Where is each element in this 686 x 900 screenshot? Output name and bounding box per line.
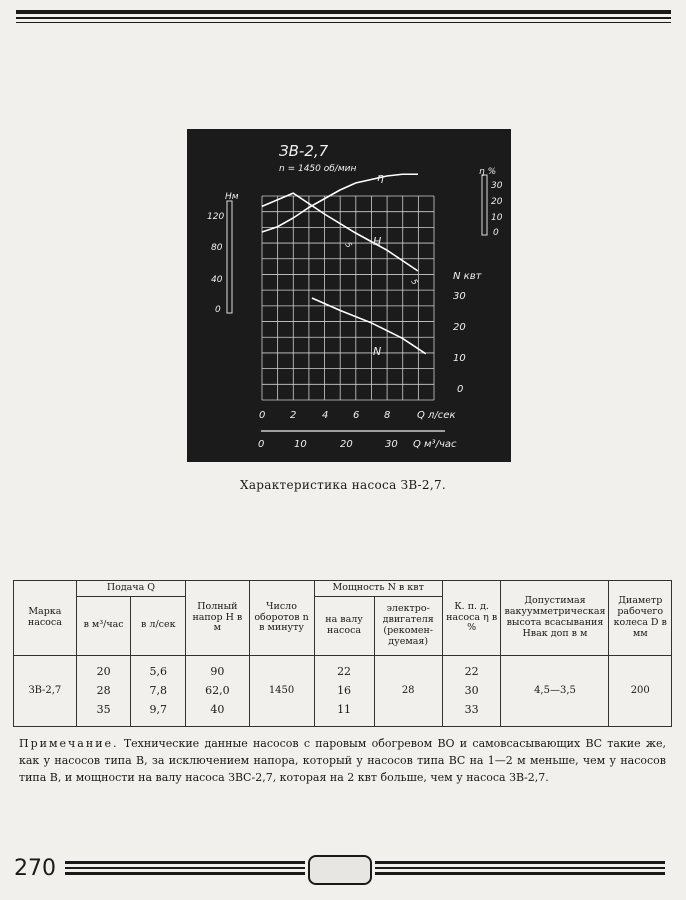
eff-scale-tick: 10 xyxy=(491,213,503,223)
header-flow-m3: в м³/час xyxy=(76,596,131,655)
power-tick: 0 xyxy=(457,384,464,395)
cell-value: 5,6 xyxy=(149,665,168,679)
chart-curves xyxy=(262,174,426,354)
power-tick: 20 xyxy=(453,322,466,333)
left-scale-unit: Нм xyxy=(225,192,239,202)
cell-value: 22 xyxy=(464,665,479,679)
eff-scale-tick: 30 xyxy=(491,181,503,191)
eff-scale-unit: η % xyxy=(479,167,497,177)
power-tick: 10 xyxy=(453,353,466,364)
chart-model-label: ЗВ-2,7 xyxy=(279,142,329,160)
q-m3-tick: 20 xyxy=(340,439,353,450)
q-m3-tick: 10 xyxy=(294,439,307,450)
curve-label-head: H xyxy=(373,235,382,248)
q-m3-label: Q м³/час xyxy=(413,439,457,450)
bottom-rule-right-thick xyxy=(375,861,665,864)
cell-value: 11 xyxy=(337,703,352,717)
power-axis-label: N квт xyxy=(453,271,482,282)
q-m3-tick: 0 xyxy=(258,439,265,450)
q-m3-tick: 30 xyxy=(385,439,398,450)
cell-value: 90 xyxy=(210,665,225,679)
chart-canvas xyxy=(187,129,511,462)
cell-diam: 200 xyxy=(609,655,672,726)
figure-caption: Характеристика насоса ЗВ-2,7. xyxy=(239,478,446,492)
cell-speed: 1450 xyxy=(249,655,314,726)
header-vac: Допустимая вакуумметрическая высота всасывания Hвак доп в м xyxy=(501,581,609,656)
chart-grid xyxy=(262,196,434,400)
cell-value: 16 xyxy=(337,684,352,698)
left-scale-tick: 40 xyxy=(211,275,223,285)
left-scale-tick: 0 xyxy=(215,305,221,315)
bottom-rule-right-thin xyxy=(375,872,665,875)
pump-spec-table xyxy=(13,580,672,727)
header-power-shaft: на валу насоса xyxy=(314,596,374,655)
ornament-emblem-icon xyxy=(308,855,372,885)
cell-vac: 4,5—3,5 xyxy=(501,655,609,726)
q-ls-label: Q л/сек xyxy=(417,410,456,421)
cell-head xyxy=(186,655,249,726)
curve-label-power: N xyxy=(373,345,382,358)
pump-characteristic-chart xyxy=(187,129,511,462)
cell-value: 33 xyxy=(464,703,479,717)
header-flow-ls: в л/сек xyxy=(131,596,186,655)
curve-label-eta: η xyxy=(377,171,384,184)
header-power-motor: электро-двигателя (рекомен-дуемая) xyxy=(374,596,442,655)
left-scale-bar xyxy=(227,201,232,313)
top-rule-thick xyxy=(16,10,671,14)
bottom-rule-left-thick xyxy=(65,861,305,864)
cell-value: 35 xyxy=(96,703,111,717)
q-ls-tick: 2 xyxy=(290,410,297,421)
cell-value: 62,0 xyxy=(205,684,230,698)
left-scale-tick: 120 xyxy=(207,212,225,222)
note-text: Технические данные насосов с паровым обогревом ВО и самовсасывающих ВС такие же, как у насосов типа В, за исключением напора, который у насосов типа ВС на 1—2 м меньше, чем у насосов типа В, и мощности на валу насоса ЗВС-2,7, которая на 2 квт больше, чем у насоса ЗВ-2,7. xyxy=(19,737,666,784)
cell-flow-m3 xyxy=(76,655,131,726)
cell-mark: ЗВ-2,7 xyxy=(14,655,77,726)
bottom-rule-right-mid xyxy=(375,867,665,869)
header-head: Полный напор H в м xyxy=(186,581,249,656)
cell-value: 28 xyxy=(96,684,111,698)
eff-scale-bar xyxy=(482,175,487,235)
bottom-rule-left-mid xyxy=(65,867,305,869)
cell-power-motor: 28 xyxy=(374,655,442,726)
page-number: 270 xyxy=(14,856,56,881)
cell-value: 22 xyxy=(337,665,352,679)
curve-mark-b: 5 xyxy=(409,277,420,287)
cell-value: 7,8 xyxy=(149,684,168,698)
header-diam: Диаметр рабочего колеса D в мм xyxy=(609,581,672,656)
table-note xyxy=(13,735,672,786)
curve-mark-a: 5 xyxy=(343,240,354,250)
top-rule-thin-2 xyxy=(16,22,671,23)
cell-eff xyxy=(442,655,501,726)
cell-value: 20 xyxy=(96,665,111,679)
chart-speed-label: n = 1450 об/мин xyxy=(279,164,357,174)
header-flow: Подача Q xyxy=(76,581,185,597)
q-ls-tick: 4 xyxy=(322,410,329,421)
header-power: Мощность N в квт xyxy=(314,581,442,597)
top-rule-thin xyxy=(16,17,671,19)
cell-value: 30 xyxy=(464,684,479,698)
cell-value: 40 xyxy=(210,703,225,717)
q-ls-tick: 0 xyxy=(259,410,266,421)
cell-flow-ls xyxy=(131,655,186,726)
header-speed: Число оборотов n в минуту xyxy=(249,581,314,656)
note-label: Примечание. xyxy=(19,737,119,750)
eff-scale-tick: 20 xyxy=(491,197,503,207)
power-tick: 30 xyxy=(453,291,466,302)
header-mark: Марка насоса xyxy=(14,581,77,656)
header-eff: К. п. д. насоса η в % xyxy=(442,581,501,656)
cell-power-shaft xyxy=(314,655,374,726)
left-scale-tick: 80 xyxy=(211,243,223,253)
cell-value: 9,7 xyxy=(149,703,168,717)
bottom-rule-left-thin xyxy=(65,872,305,875)
table-row xyxy=(14,655,672,726)
eff-scale-tick: 0 xyxy=(493,228,499,238)
curve-N xyxy=(312,298,426,354)
q-ls-tick: 8 xyxy=(384,410,391,421)
q-ls-tick: 6 xyxy=(353,410,360,421)
